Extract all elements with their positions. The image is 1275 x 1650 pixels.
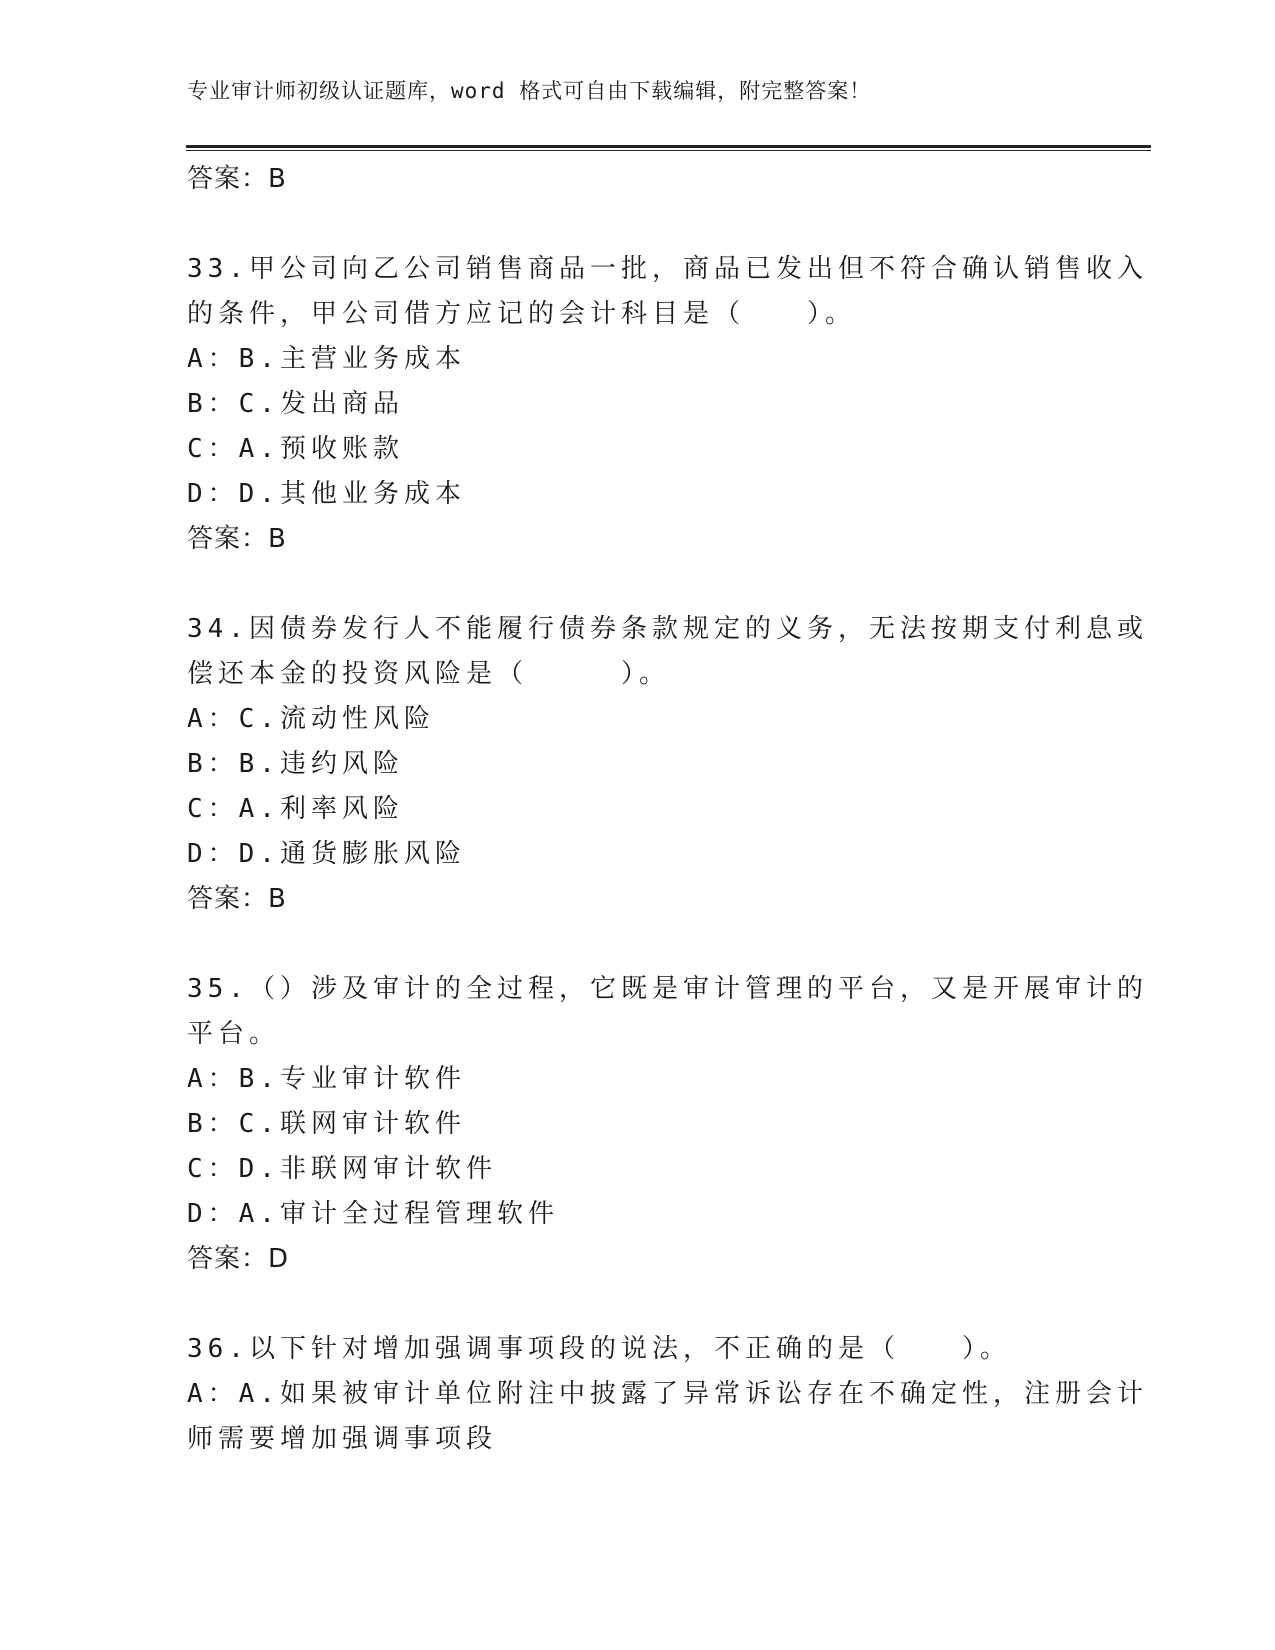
option-a-continued: 师需要增加强调事项段 bbox=[187, 1424, 498, 1454]
answer-line: 答案：B bbox=[187, 524, 287, 554]
option-c: C：A.利率风险 bbox=[187, 794, 404, 824]
header-rule bbox=[186, 145, 1151, 148]
header-rule-thin bbox=[186, 150, 1151, 151]
answer-value: B bbox=[268, 524, 287, 554]
answer-value: B bbox=[268, 164, 287, 194]
option-b: B：C.发出商品 bbox=[187, 389, 404, 419]
answer-value: D bbox=[268, 1244, 290, 1274]
page-header: 专业审计师初级认证题库，word 格式可自由下载编辑，附完整答案！ bbox=[187, 79, 872, 103]
question-block bbox=[187, 1327, 1148, 1462]
option-a: A：B.主营业务成本 bbox=[187, 344, 466, 374]
question-block bbox=[187, 247, 1148, 562]
option-d: D：A.审计全过程管理软件 bbox=[187, 1199, 559, 1229]
question-block bbox=[187, 607, 1148, 922]
question-content bbox=[187, 157, 1148, 1462]
option-a: A：C.流动性风险 bbox=[187, 704, 435, 734]
option-c: C：D.非联网审计软件 bbox=[187, 1154, 497, 1184]
option-a: A：B.专业审计软件 bbox=[187, 1064, 466, 1094]
option-c: C：A.预收账款 bbox=[187, 434, 404, 464]
question-stem: 33.甲公司向乙公司销售商品一批，商品已发出但不符合确认销售收入 bbox=[187, 254, 1148, 284]
question-stem: 的条件，甲公司借方应记的会计科目是（ ）。 bbox=[187, 299, 857, 329]
answer-line: 答案：B bbox=[187, 164, 287, 194]
question-stem: 平台。 bbox=[187, 1019, 281, 1049]
question-stem: 36.以下针对增加强调事项段的说法，不正确的是（ ）。 bbox=[187, 1334, 1011, 1364]
option-d: D：D.其他业务成本 bbox=[187, 479, 466, 509]
answer-line: 答案：B bbox=[187, 884, 287, 914]
question-stem: 偿还本金的投资风险是（ ）。 bbox=[187, 659, 671, 689]
question-stem: 34.因债券发行人不能履行债券条款规定的义务，无法按期支付利息或 bbox=[187, 614, 1148, 644]
option-a: A：A.如果被审计单位附注中披露了异常诉讼存在不确定性，注册会计 bbox=[187, 1379, 1148, 1409]
option-d: D：D.通货膨胀风险 bbox=[187, 839, 466, 869]
question-stem: 35.（）涉及审计的全过程，它既是审计管理的平台，又是开展审计的 bbox=[187, 974, 1148, 1004]
answer-line: 答案：D bbox=[187, 1244, 290, 1274]
option-b: B：C.联网审计软件 bbox=[187, 1109, 466, 1139]
option-b: B：B.违约风险 bbox=[187, 749, 404, 779]
answer-value: B bbox=[268, 884, 287, 914]
question-block bbox=[187, 967, 1148, 1282]
